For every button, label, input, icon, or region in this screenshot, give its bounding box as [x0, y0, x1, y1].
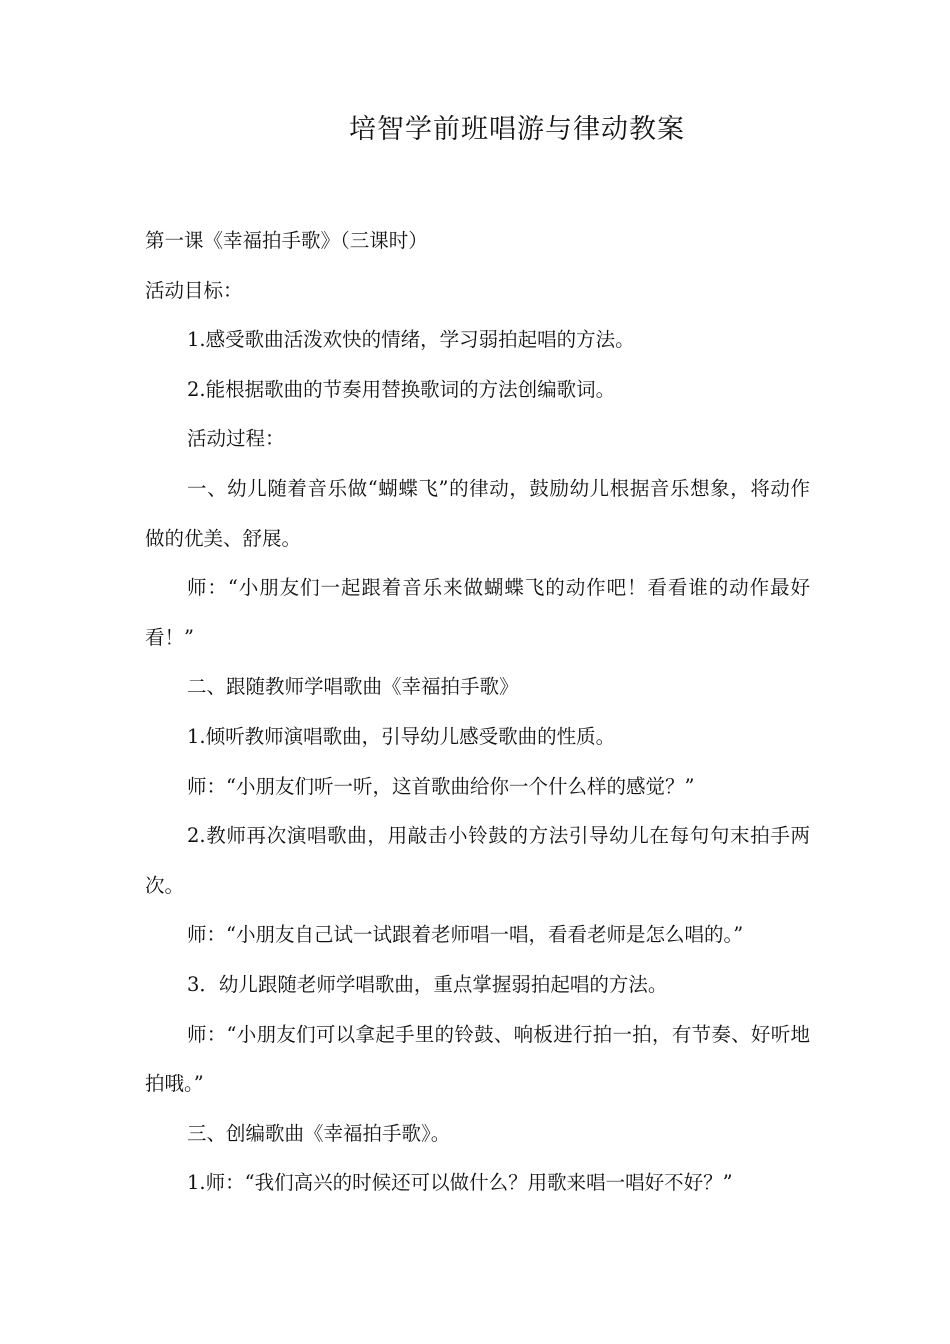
paragraph: 师：“小朋友们可以拿起手里的铃鼓、响板进行拍一拍，有节奏、好听地拍哦。”: [145, 1022, 810, 1096]
lesson-heading: 第一课《幸福拍手歌》（三课时）: [145, 229, 428, 252]
document-title: 培智学前班唱游与律动教案: [349, 114, 685, 145]
paragraph: 2.教师再次演唱歌曲，用敲击小铃鼓的方法引导幼儿在每句句末拍手两次。: [145, 824, 810, 897]
paragraph: 师：“小朋友们听一听，这首歌曲给你一个什么样的感觉？”: [187, 774, 695, 798]
paragraph: 1.倾听教师演唱歌曲，引导幼儿感受歌曲的性质。: [187, 724, 616, 748]
document-body: [145, 216, 810, 1208]
paragraph: 三、创编歌曲《幸福拍手歌》。: [187, 1121, 451, 1145]
goal-item: 2.能根据歌曲的节奏用替换歌词的方法创编歌词。: [187, 377, 616, 401]
paragraph: 3．幼儿跟随老师学唱歌曲，重点掌握弱拍起唱的方法。: [187, 972, 668, 996]
paragraph: 师：“小朋友们一起跟着音乐来做蝴蝶飞的动作吧！看看谁的动作最好看！”: [145, 576, 810, 649]
paragraph: 师：“小朋友自己试一试跟着老师唱一唱，看看老师是怎么唱的。”: [187, 923, 744, 947]
paragraph: 1.师：“我们高兴的时候还可以做什么？用歌来唱一唱好不好？”: [187, 1171, 733, 1195]
paragraph: 二、跟随教师学唱歌曲《幸福拍手歌》: [187, 675, 519, 699]
section-label-process: 活动过程：: [187, 427, 285, 451]
goal-item: 1.感受歌曲活泼欢快的情绪，学习弱拍起唱的方法。: [187, 328, 635, 352]
paragraph: 一、幼儿随着音乐做“蝴蝶飞”的律动，鼓励幼儿根据音乐想象，将动作做的优美、舒展。: [145, 476, 810, 550]
section-label-goals: 活动目标：: [145, 278, 243, 302]
